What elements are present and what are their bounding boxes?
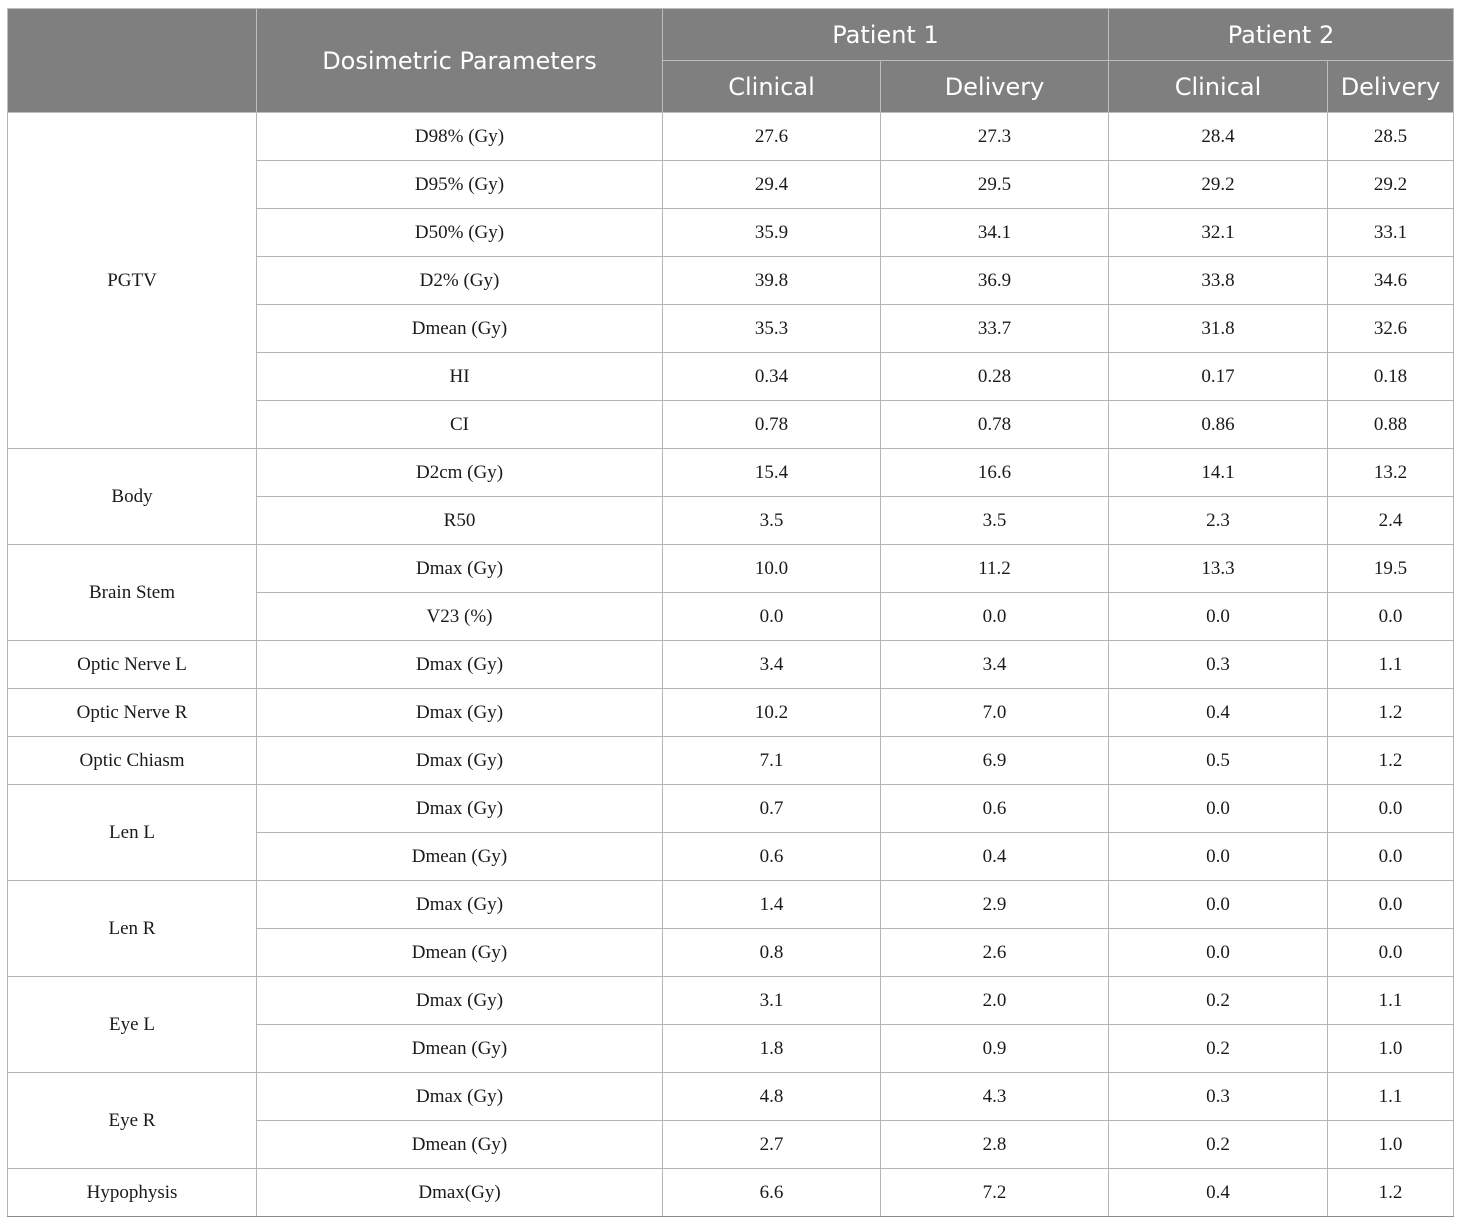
p2-delivery-cell: 1.1 [1328, 1073, 1454, 1121]
structure-cell: Brain Stem [8, 545, 257, 641]
p1-clinical-cell: 29.4 [663, 161, 881, 209]
p1-delivery-cell: 11.2 [881, 545, 1109, 593]
p2-delivery-cell: 13.2 [1328, 449, 1454, 497]
parameter-cell: Dmean (Gy) [257, 1025, 663, 1073]
p2-delivery-cell: 0.0 [1328, 833, 1454, 881]
header-p1-delivery: Delivery [881, 61, 1109, 113]
parameter-cell: Dmax (Gy) [257, 785, 663, 833]
parameter-cell: Dmax (Gy) [257, 881, 663, 929]
p2-clinical-cell: 0.4 [1109, 689, 1328, 737]
p1-clinical-cell: 0.0 [663, 593, 881, 641]
p1-delivery-cell: 2.8 [881, 1121, 1109, 1169]
table-row [8, 737, 1454, 785]
table-row [8, 785, 1454, 833]
p1-clinical-cell: 3.1 [663, 977, 881, 1025]
parameter-cell: Dmax (Gy) [257, 977, 663, 1025]
p2-clinical-cell: 0.3 [1109, 1073, 1328, 1121]
p2-clinical-cell: 0.0 [1109, 833, 1328, 881]
p1-clinical-cell: 0.6 [663, 833, 881, 881]
p2-clinical-cell: 32.1 [1109, 209, 1328, 257]
p1-delivery-cell: 27.3 [881, 113, 1109, 161]
p2-delivery-cell: 33.1 [1328, 209, 1454, 257]
p1-delivery-cell: 16.6 [881, 449, 1109, 497]
parameter-cell: Dmean (Gy) [257, 305, 663, 353]
parameter-cell: D2% (Gy) [257, 257, 663, 305]
header-p2-delivery: Delivery [1328, 61, 1454, 113]
p1-delivery-cell: 6.9 [881, 737, 1109, 785]
parameter-cell: R50 [257, 497, 663, 545]
structure-cell: Len R [8, 881, 257, 977]
p1-delivery-cell: 0.78 [881, 401, 1109, 449]
p2-clinical-cell: 0.2 [1109, 1121, 1328, 1169]
parameter-cell: D2cm (Gy) [257, 449, 663, 497]
p2-clinical-cell: 14.1 [1109, 449, 1328, 497]
table-row [8, 545, 1454, 593]
parameter-cell: CI [257, 401, 663, 449]
p1-clinical-cell: 7.1 [663, 737, 881, 785]
table-body [8, 113, 1454, 1217]
p1-clinical-cell: 27.6 [663, 113, 881, 161]
p1-delivery-cell: 7.0 [881, 689, 1109, 737]
p2-delivery-cell: 0.0 [1328, 593, 1454, 641]
p2-delivery-cell: 2.4 [1328, 497, 1454, 545]
p2-delivery-cell: 1.1 [1328, 641, 1454, 689]
p1-delivery-cell: 3.4 [881, 641, 1109, 689]
p2-clinical-cell: 0.0 [1109, 593, 1328, 641]
table-row [8, 1073, 1454, 1121]
parameter-cell: Dmean (Gy) [257, 1121, 663, 1169]
p2-delivery-cell: 32.6 [1328, 305, 1454, 353]
p2-delivery-cell: 1.2 [1328, 1169, 1454, 1217]
table-row [8, 113, 1454, 161]
p2-delivery-cell: 34.6 [1328, 257, 1454, 305]
p1-delivery-cell: 0.6 [881, 785, 1109, 833]
header-structure-corner [8, 9, 257, 113]
p1-clinical-cell: 3.4 [663, 641, 881, 689]
p2-delivery-cell: 0.88 [1328, 401, 1454, 449]
p1-clinical-cell: 4.8 [663, 1073, 881, 1121]
p2-clinical-cell: 0.0 [1109, 785, 1328, 833]
p1-delivery-cell: 2.6 [881, 929, 1109, 977]
table-row [8, 689, 1454, 737]
structure-cell: Optic Nerve L [8, 641, 257, 689]
table-row [8, 1169, 1454, 1217]
p1-clinical-cell: 39.8 [663, 257, 881, 305]
table-header [8, 9, 1454, 113]
p1-delivery-cell: 0.28 [881, 353, 1109, 401]
p2-clinical-cell: 0.5 [1109, 737, 1328, 785]
p2-clinical-cell: 0.0 [1109, 929, 1328, 977]
p1-delivery-cell: 2.0 [881, 977, 1109, 1025]
p1-delivery-cell: 0.9 [881, 1025, 1109, 1073]
p1-clinical-cell: 10.2 [663, 689, 881, 737]
p1-clinical-cell: 0.34 [663, 353, 881, 401]
p2-clinical-cell: 0.0 [1109, 881, 1328, 929]
p1-clinical-cell: 1.8 [663, 1025, 881, 1073]
parameter-cell: Dmax (Gy) [257, 545, 663, 593]
p1-clinical-cell: 0.7 [663, 785, 881, 833]
parameter-cell: Dmax(Gy) [257, 1169, 663, 1217]
parameter-cell: Dmax (Gy) [257, 689, 663, 737]
structure-cell: Eye L [8, 977, 257, 1073]
p1-delivery-cell: 34.1 [881, 209, 1109, 257]
p1-clinical-cell: 0.8 [663, 929, 881, 977]
p2-clinical-cell: 31.8 [1109, 305, 1328, 353]
p1-clinical-cell: 35.9 [663, 209, 881, 257]
p1-delivery-cell: 0.0 [881, 593, 1109, 641]
p1-delivery-cell: 7.2 [881, 1169, 1109, 1217]
p1-delivery-cell: 3.5 [881, 497, 1109, 545]
p2-delivery-cell: 1.2 [1328, 737, 1454, 785]
header-p2-clinical: Clinical [1109, 61, 1328, 113]
p1-delivery-cell: 36.9 [881, 257, 1109, 305]
structure-cell: Len L [8, 785, 257, 881]
dosimetric-table [7, 8, 1454, 1217]
structure-cell: Optic Nerve R [8, 689, 257, 737]
structure-cell: Optic Chiasm [8, 737, 257, 785]
p1-clinical-cell: 0.78 [663, 401, 881, 449]
structure-cell: Eye R [8, 1073, 257, 1169]
p1-delivery-cell: 33.7 [881, 305, 1109, 353]
p2-clinical-cell: 33.8 [1109, 257, 1328, 305]
header-p1-clinical: Clinical [663, 61, 881, 113]
parameter-cell: Dmax (Gy) [257, 1073, 663, 1121]
p2-clinical-cell: 13.3 [1109, 545, 1328, 593]
p1-clinical-cell: 1.4 [663, 881, 881, 929]
parameter-cell: Dmean (Gy) [257, 929, 663, 977]
p1-clinical-cell: 35.3 [663, 305, 881, 353]
p2-clinical-cell: 0.4 [1109, 1169, 1328, 1217]
structure-cell: PGTV [8, 113, 257, 449]
p2-clinical-cell: 0.2 [1109, 1025, 1328, 1073]
p1-delivery-cell: 0.4 [881, 833, 1109, 881]
p2-clinical-cell: 0.3 [1109, 641, 1328, 689]
table-row [8, 881, 1454, 929]
table-row [8, 977, 1454, 1025]
parameter-cell: Dmean (Gy) [257, 833, 663, 881]
p2-delivery-cell: 0.18 [1328, 353, 1454, 401]
p2-delivery-cell: 19.5 [1328, 545, 1454, 593]
p1-clinical-cell: 3.5 [663, 497, 881, 545]
p1-delivery-cell: 2.9 [881, 881, 1109, 929]
p2-delivery-cell: 1.0 [1328, 1025, 1454, 1073]
p1-clinical-cell: 10.0 [663, 545, 881, 593]
parameter-cell: Dmax (Gy) [257, 737, 663, 785]
p2-clinical-cell: 28.4 [1109, 113, 1328, 161]
parameter-cell: HI [257, 353, 663, 401]
p1-clinical-cell: 6.6 [663, 1169, 881, 1217]
p2-delivery-cell: 1.1 [1328, 977, 1454, 1025]
p2-delivery-cell: 1.0 [1328, 1121, 1454, 1169]
p2-clinical-cell: 29.2 [1109, 161, 1328, 209]
parameter-cell: D95% (Gy) [257, 161, 663, 209]
structure-cell: Body [8, 449, 257, 545]
header-patient-1: Patient 1 [663, 9, 1109, 61]
structure-cell: Hypophysis [8, 1169, 257, 1217]
parameter-cell: D98% (Gy) [257, 113, 663, 161]
p2-clinical-cell: 0.86 [1109, 401, 1328, 449]
p2-clinical-cell: 0.17 [1109, 353, 1328, 401]
parameter-cell: D50% (Gy) [257, 209, 663, 257]
parameter-cell: Dmax (Gy) [257, 641, 663, 689]
p2-delivery-cell: 1.2 [1328, 689, 1454, 737]
p1-clinical-cell: 2.7 [663, 1121, 881, 1169]
table-row [8, 641, 1454, 689]
p1-delivery-cell: 4.3 [881, 1073, 1109, 1121]
header-dosimetric-parameters: Dosimetric Parameters [257, 9, 663, 113]
p1-delivery-cell: 29.5 [881, 161, 1109, 209]
parameter-cell: V23 (%) [257, 593, 663, 641]
table-row [8, 449, 1454, 497]
p2-clinical-cell: 0.2 [1109, 977, 1328, 1025]
p2-delivery-cell: 29.2 [1328, 161, 1454, 209]
p2-clinical-cell: 2.3 [1109, 497, 1328, 545]
p2-delivery-cell: 0.0 [1328, 881, 1454, 929]
p2-delivery-cell: 0.0 [1328, 929, 1454, 977]
p2-delivery-cell: 0.0 [1328, 785, 1454, 833]
p1-clinical-cell: 15.4 [663, 449, 881, 497]
p2-delivery-cell: 28.5 [1328, 113, 1454, 161]
header-patient-2: Patient 2 [1109, 9, 1454, 61]
